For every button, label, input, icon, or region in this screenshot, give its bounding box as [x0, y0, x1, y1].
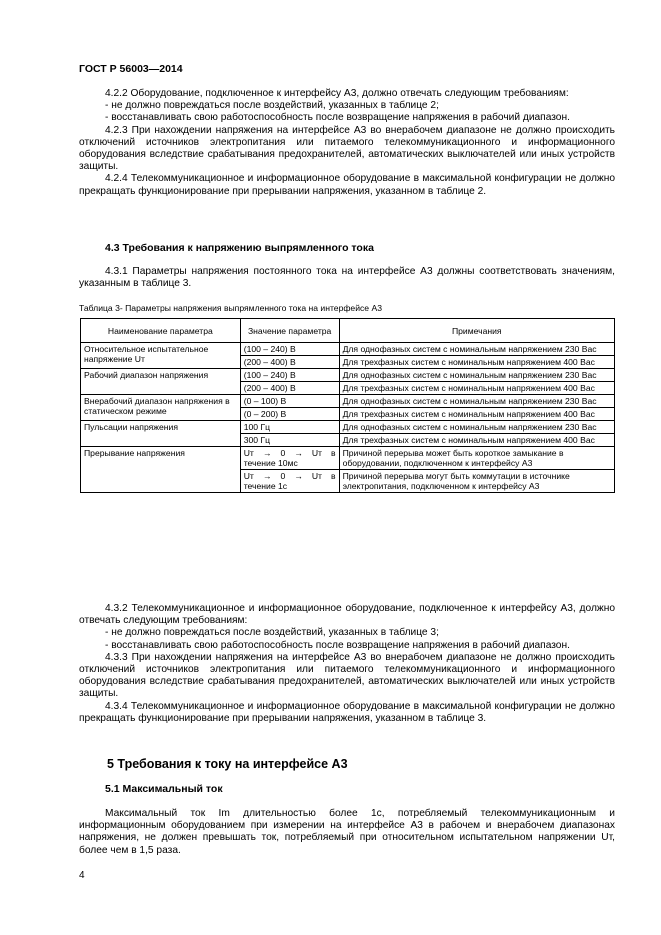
table-row [81, 447, 615, 470]
paragraph-4-2-4: 4.2.4 Телекоммуникационное и информационное оборудование в максимальной конфигурации не должно прекращать функционирование при прерывании напряжения, указанном в таблице 2. [79, 173, 615, 197]
section-4-3-intro [79, 266, 615, 290]
table-row [81, 395, 615, 408]
table-header-cell: Значение параметра [240, 319, 339, 343]
note-cell: Для трехфазных систем с номинальным напряжением 400 Вас [339, 356, 614, 369]
note-cell: Для трехфазных систем с номинальным напряжением 400 Вас [339, 382, 614, 395]
note-cell: Причиной перерыва может быть короткое замыкание в оборудовании, подключенном к интерфейсу А3 [339, 447, 614, 470]
value-cell: Uт → 0 → Uт в течение 1с [240, 470, 339, 493]
param-name-cell: Внерабочий диапазон напряжения в статическом режиме [81, 395, 241, 421]
bullet-restore: - восстанавливать свою работоспособность после возвращение напряжения в рабочий диапазон. [105, 639, 570, 651]
note-cell: Для однофазных систем с номинальным напряжением 230 Вас [339, 395, 614, 408]
section-5-title: 5 Требования к току на интерфейсе А3 [107, 757, 348, 771]
value-cell: (200 – 400) В [240, 382, 339, 395]
document-header-code: ГОСТ Р 56003—2014 [79, 63, 183, 75]
note-cell: Для однофазных систем с номинальным напряжением 230 Вас [339, 421, 614, 434]
note-cell: Для однофазных систем с номинальным напряжением 230 Вас [339, 343, 614, 356]
table-3-caption: Таблица 3- Параметры напряжения выпрямленного тока на интерфейсе А3 [79, 303, 382, 313]
note-cell: Для трехфазных систем с номинальным напряжением 400 Вас [339, 408, 614, 421]
section-5-1-title: 5.1 Максимальный ток [105, 783, 223, 795]
section-4-3-title: 4.3 Требования к напряжению выпрямленного тока [105, 242, 374, 254]
table-header-cell: Наименование параметра [81, 319, 241, 343]
value-cell: (200 – 400) В [240, 356, 339, 369]
paragraph-4-2-2: 4.2.2 Оборудование, подключенное к интерфейсу А3, должно отвечать следующим требованиям: [105, 88, 569, 99]
section-4-2-block [79, 88, 615, 198]
paragraph-5-1: Максимальный ток Im длительностью более 1с, потребляемый телекоммуникационным и информационным оборудованием при измерении на интерфейсе А3 в рабочем и внерабочем диапазонах напряжения, не должен превышать ток, потребляемый при относительном испытательном напряжении Uт, более чем в 1,5 раза. [79, 808, 615, 856]
section-5-1-block [79, 808, 615, 857]
param-name-cell: Рабочий диапазон напряжения [81, 369, 241, 395]
param-name-cell: Относительное испытательное напряжение Uт [81, 343, 241, 369]
param-name-cell: Пульсации напряжения [81, 421, 241, 447]
note-cell: Причиной перерыва могут быть коммутации в источнике электропитания, подключенном к интерфейсу А3 [339, 470, 614, 493]
table-row [81, 343, 615, 356]
page-number: 4 [79, 870, 85, 881]
note-cell: Для однофазных систем с номинальным напряжением 230 Вас [339, 369, 614, 382]
param-name-cell: Прерывание напряжения [81, 447, 241, 493]
paragraph-4-3-2: 4.3.2 Телекоммуникационное и информационное оборудование, подключенное к интерфейсу А3, должно отвечать следующим требованиям: [79, 603, 615, 627]
bullet-restore: - восстанавливать свою работоспособность после возвращение напряжения в рабочий диапазон. [105, 112, 570, 124]
section-4-3-requirements [79, 603, 615, 725]
note-cell: Для трехфазных систем с номинальным напряжением 400 Вас [339, 434, 614, 447]
table-header-row [81, 319, 615, 343]
table-row [81, 421, 615, 434]
value-cell: (100 – 240) В [240, 369, 339, 382]
value-cell: 100 Гц [240, 421, 339, 434]
paragraph-4-3-1: 4.3.1 Параметры напряжения постоянного тока на интерфейсе А3 должны соответствовать значениям, указанным в таблице 3. [79, 266, 615, 290]
value-cell: (0 – 100) В [240, 395, 339, 408]
value-cell: (100 – 240) В [240, 343, 339, 356]
bullet-no-damage: - не должно повреждаться после воздействий, указанных в таблице 2; [105, 100, 439, 112]
bullet-no-damage: - не должно повреждаться после воздействий, указанных в таблице 3; [105, 627, 439, 639]
table-3 [80, 318, 615, 493]
value-cell: 300 Гц [240, 434, 339, 447]
value-cell: (0 – 200) В [240, 408, 339, 421]
table-row [81, 369, 615, 382]
paragraph-4-2-3: 4.2.3 При нахождении напряжения на интерфейсе А3 во внерабочем диапазоне не должно происходить отключений источников электропитания или питаемого телекоммуникационного и информационного оборудования вследствие срабатывания предохранителей, автоматических выключателей или иных устройств защиты. [79, 124, 615, 173]
paragraph-4-3-3: 4.3.3 При нахождении напряжения на интерфейсе А3 во внерабочем диапазоне не должно происходить отключений источников электропитания или питаемого телекоммуникационного и информационного оборудования вследствие срабатывания предохранителей, автоматических выключателей или иных устройств защиты. [79, 651, 615, 700]
paragraph-4-3-4: 4.3.4 Телекоммуникационное и информационное оборудование в максимальной конфигурации не должно прекращать функционирование при прерывании напряжения, указанном в таблице 3. [79, 700, 615, 724]
value-cell: Uт → 0 → Uт в течение 10мс [240, 447, 339, 470]
table-header-cell: Примечания [339, 319, 614, 343]
